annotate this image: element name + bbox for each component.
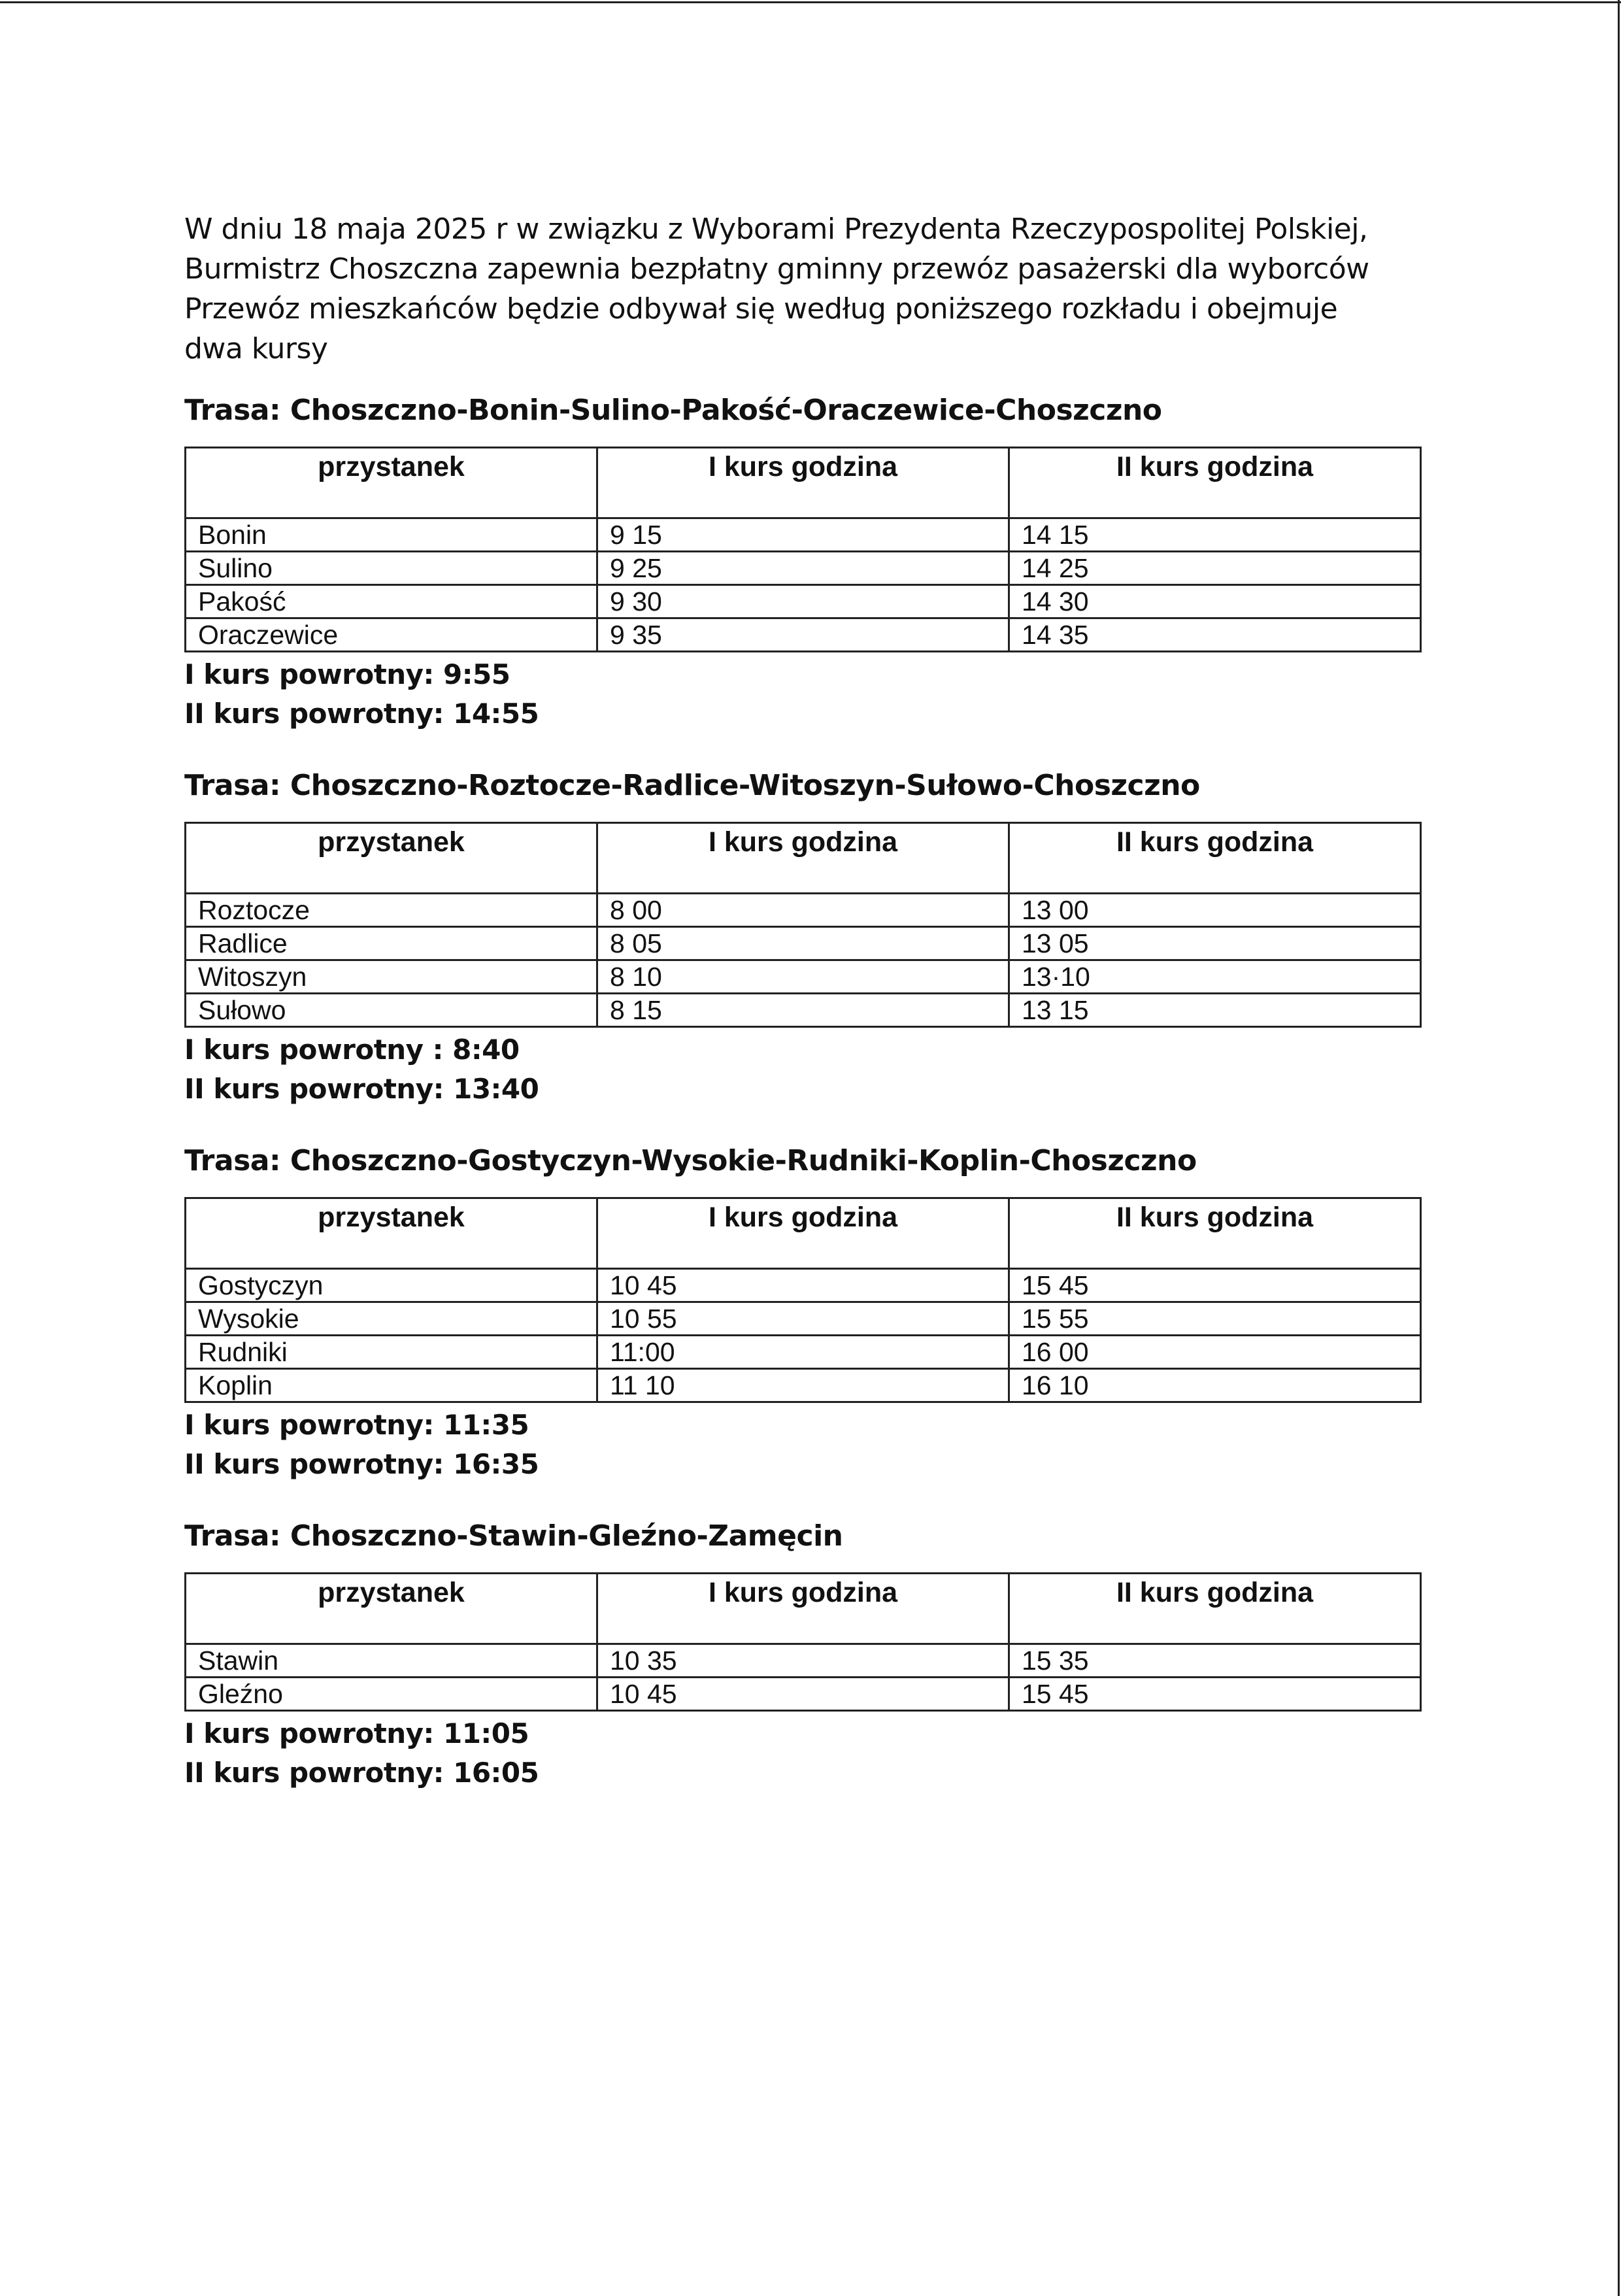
- first-run-time-cell: 10 45: [597, 1269, 1009, 1302]
- stop-name-cell: Gleźno: [186, 1678, 597, 1711]
- second-run-time-cell: 16 00: [1009, 1336, 1421, 1369]
- table-header-row: [186, 1574, 1421, 1644]
- route-section: [184, 1144, 1426, 1484]
- intro-paragraph: [184, 209, 1426, 369]
- table-row: [186, 1644, 1421, 1678]
- schedule-table: [184, 822, 1422, 1028]
- second-run-time-cell: 14 15: [1009, 518, 1421, 552]
- first-run-time-cell: 9 35: [597, 618, 1009, 652]
- first-return-time: I kurs powrotny: 9:55: [184, 658, 510, 690]
- first-run-time-cell: 10 55: [597, 1302, 1009, 1336]
- stop-name-cell: Gostyczyn: [186, 1269, 597, 1302]
- first-run-time-cell: 8 15: [597, 994, 1009, 1027]
- header-first-run: I kurs godzina: [597, 1574, 1009, 1644]
- header-first-run: I kurs godzina: [597, 1198, 1009, 1269]
- route-title: Trasa: Choszczno-Stawin-Gleźno-Zamęcin: [184, 1519, 843, 1553]
- second-run-time-cell: 14 35: [1009, 618, 1421, 652]
- header-first-run: I kurs godzina: [597, 448, 1009, 518]
- table-row: [186, 1302, 1421, 1336]
- route-title: Trasa: Choszczno-Bonin-Sulino-Pakość-Oraczewice-Choszczno: [184, 394, 1162, 427]
- header-stop: przystanek: [186, 1574, 597, 1644]
- schedule-table: [184, 1572, 1422, 1712]
- first-run-time-cell: 9 25: [597, 552, 1009, 585]
- routes-list: [184, 394, 1426, 1793]
- table-row: [186, 1336, 1421, 1369]
- second-run-time-cell: 15 55: [1009, 1302, 1421, 1336]
- header-second-run: II kurs godzina: [1009, 1574, 1421, 1644]
- first-return-time: I kurs powrotny : 8:40: [184, 1034, 520, 1066]
- first-return-time: I kurs powrotny: 11:35: [184, 1409, 529, 1441]
- route-section: [184, 769, 1426, 1109]
- stop-name-cell: Bonin: [186, 518, 597, 552]
- schedule-table: [184, 1197, 1422, 1403]
- second-run-time-cell: 15 45: [1009, 1269, 1421, 1302]
- second-run-time-cell: 14 30: [1009, 585, 1421, 618]
- table-row: [186, 894, 1421, 927]
- first-run-time-cell: 9 30: [597, 585, 1009, 618]
- document-body: [184, 209, 1426, 1793]
- table-header-row: [186, 823, 1421, 894]
- second-return-time: II kurs powrotny: 14:55: [184, 698, 539, 730]
- second-run-time-cell: 13 05: [1009, 927, 1421, 960]
- second-run-time-cell: 15 35: [1009, 1644, 1421, 1678]
- table-row: [186, 618, 1421, 652]
- route-title: Trasa: Choszczno-Gostyczyn-Wysokie-Rudniki-Koplin-Choszczno: [184, 1144, 1197, 1177]
- header-second-run: II kurs godzina: [1009, 1198, 1421, 1269]
- table-header-row: [186, 448, 1421, 518]
- stop-name-cell: Radlice: [186, 927, 597, 960]
- table-row: [186, 1269, 1421, 1302]
- table-row: [186, 518, 1421, 552]
- page-edge-top: [0, 1, 1621, 3]
- stop-name-cell: Roztocze: [186, 894, 597, 927]
- first-run-time-cell: 10 45: [597, 1678, 1009, 1711]
- intro-line: Burmistrz Choszczna zapewnia bezpłatny gminny przewóz pasażerski dla wyborców: [184, 252, 1369, 286]
- stop-name-cell: Oraczewice: [186, 618, 597, 652]
- header-second-run: II kurs godzina: [1009, 448, 1421, 518]
- table-row: [186, 552, 1421, 585]
- table-row: [186, 1369, 1421, 1402]
- first-run-time-cell: 11:00: [597, 1336, 1009, 1369]
- first-run-time-cell: 11 10: [597, 1369, 1009, 1402]
- schedule-table: [184, 447, 1422, 652]
- route-section: [184, 1519, 1426, 1793]
- second-run-time-cell: 13 15: [1009, 994, 1421, 1027]
- first-run-time-cell: 8 05: [597, 927, 1009, 960]
- stop-name-cell: Pakość: [186, 585, 597, 618]
- intro-line: Przewóz mieszkańców będzie odbywał się według poniższego rozkładu i obejmuje: [184, 292, 1338, 326]
- intro-line: W dniu 18 maja 2025 r w związku z Wyborami Prezydenta Rzeczypospolitej Polskiej,: [184, 212, 1368, 246]
- first-run-time-cell: 8 00: [597, 894, 1009, 927]
- stop-name-cell: Wysokie: [186, 1302, 597, 1336]
- route-section: [184, 394, 1426, 734]
- first-run-time-cell: 10 35: [597, 1644, 1009, 1678]
- table-row: [186, 994, 1421, 1027]
- route-title: Trasa: Choszczno-Roztocze-Radlice-Witoszyn-Sułowo-Choszczno: [184, 769, 1200, 802]
- header-first-run: I kurs godzina: [597, 823, 1009, 894]
- stop-name-cell: Koplin: [186, 1369, 597, 1402]
- second-run-time-cell: 14 25: [1009, 552, 1421, 585]
- header-second-run: II kurs godzina: [1009, 823, 1421, 894]
- first-run-time-cell: 9 15: [597, 518, 1009, 552]
- second-run-time-cell: 13·10: [1009, 960, 1421, 994]
- intro-line: dwa kursy: [184, 332, 328, 365]
- stop-name-cell: Witoszyn: [186, 960, 597, 994]
- table-row: [186, 927, 1421, 960]
- stop-name-cell: Stawin: [186, 1644, 597, 1678]
- second-return-time: II kurs powrotny: 13:40: [184, 1073, 539, 1105]
- stop-name-cell: Sułowo: [186, 994, 597, 1027]
- second-run-time-cell: 15 45: [1009, 1678, 1421, 1711]
- table-row: [186, 960, 1421, 994]
- first-run-time-cell: 8 10: [597, 960, 1009, 994]
- stop-name-cell: Sulino: [186, 552, 597, 585]
- table-row: [186, 585, 1421, 618]
- second-run-time-cell: 16 10: [1009, 1369, 1421, 1402]
- second-run-time-cell: 13 00: [1009, 894, 1421, 927]
- header-stop: przystanek: [186, 1198, 597, 1269]
- header-stop: przystanek: [186, 823, 597, 894]
- table-row: [186, 1678, 1421, 1711]
- table-header-row: [186, 1198, 1421, 1269]
- stop-name-cell: Rudniki: [186, 1336, 597, 1369]
- page-edge-right: [1618, 0, 1620, 2296]
- second-return-time: II kurs powrotny: 16:35: [184, 1448, 539, 1480]
- header-stop: przystanek: [186, 448, 597, 518]
- second-return-time: II kurs powrotny: 16:05: [184, 1757, 539, 1789]
- first-return-time: I kurs powrotny: 11:05: [184, 1717, 529, 1749]
